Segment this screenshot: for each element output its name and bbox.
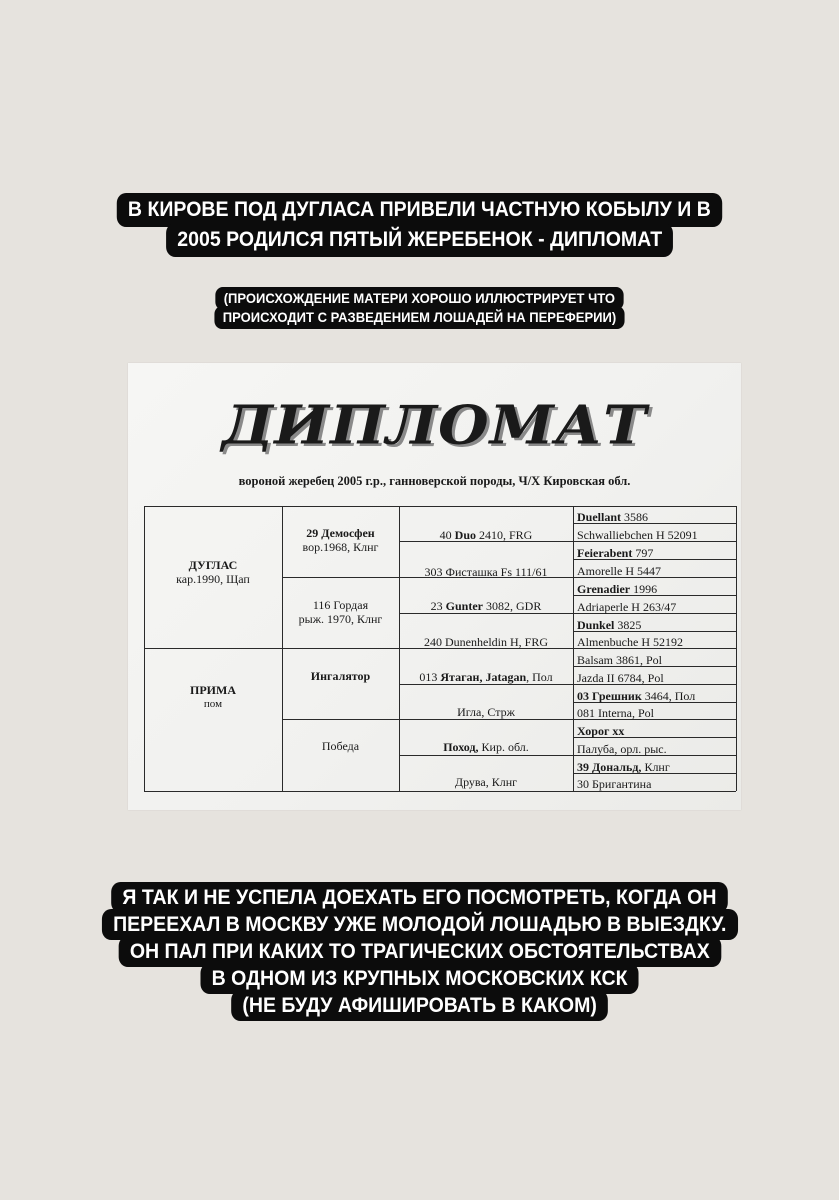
gen3-3-rest: 3082, GDR <box>486 599 542 613</box>
caption-bottom-line-5: (НЕ БУДУ АФИШИРОВАТЬ В КАКОМ) <box>231 990 608 1021</box>
gen4-cell-10: Jazda II 6784, Pol <box>577 671 664 685</box>
dam-cell <box>144 683 282 711</box>
caption-top-line-1: В КИРОВЕ ПОД ДУГЛАСА ПРИВЕЛИ ЧАСТНУЮ КОБЫЛУ И В <box>117 193 722 227</box>
gen3-1-rest: 2410, FRG <box>479 528 533 542</box>
caption-middle-line-1: (ПРОИСХОЖДЕНИЕ МАТЕРИ ХОРОШО ИЛЛЮСТРИРУЕТ ЧТО <box>215 287 623 310</box>
gen2-cell-2 <box>282 598 399 626</box>
gen4-cell-3: Feierabent 797 <box>577 546 654 560</box>
gen3-cell-5 <box>399 670 573 684</box>
gen3-cell-7 <box>399 740 573 754</box>
gen4-cell-7: Dunkel 3825 <box>577 618 642 632</box>
caption-middle <box>0 291 839 329</box>
gen2-1-info: вор.1968, Клнг <box>302 540 379 554</box>
gen2-1-name: 29 Демосфен <box>306 526 375 540</box>
gen2-cell-3: Ингалятор <box>310 669 371 683</box>
caption-top <box>0 197 839 257</box>
document-subtitle: вороной жеребец 2005 г.р., ганноверской породы, Ч/Х Кировская обл. <box>238 474 631 488</box>
caption-bottom-line-2: ПЕРЕЕХАЛ В МОСКВУ УЖЕ МОЛОДОЙ ЛОШАДЬЮ В ВЫЕЗДКУ. <box>102 909 738 940</box>
caption-middle-line-2: ПРОИСХОДИТ С РАЗВЕДЕНИЕМ ЛОШАДЕЙ НА ПЕРЕФЕРИИ) <box>214 306 624 329</box>
gen3-cell-3 <box>399 599 573 613</box>
dam-name: ПРИМА <box>190 683 236 697</box>
gen3-5-num: 013 <box>419 670 438 684</box>
caption-bottom-line-1: Я ТАК И НЕ УСПЕЛА ДОЕХАТЬ ЕГО ПОСМОТРЕТЬ, КОГДА ОН <box>111 882 727 913</box>
gen3-cell-6: Игла, Стрж <box>457 705 515 719</box>
gen3-cell-8: Друва, Клнг <box>454 775 518 789</box>
gen4-cell-2: Schwalliebchen H 52091 <box>577 528 698 542</box>
pedigree-document <box>128 363 741 810</box>
gen3-cell-4: 240 Dunenheldin H, FRG <box>424 635 548 649</box>
gen4-cell-13: Хорог xx <box>577 724 625 738</box>
document-title: ДИПЛОМАТ <box>221 393 648 457</box>
gen3-3-name: Gunter <box>445 599 483 613</box>
gen4-cell-4: Amorelle H 5447 <box>577 564 661 578</box>
gen2-2-info-2: рыж. 1970, Клнг <box>298 612 383 626</box>
gen3-5-rest: , Пол <box>526 670 553 684</box>
gen3-1-num: 40 <box>439 528 452 542</box>
gen4-cell-11: 03 Грешник 3464, Пол <box>577 689 696 703</box>
gen3-3-num: 23 <box>430 599 443 613</box>
gen3-7-name: Поход, <box>443 740 479 754</box>
gen3-7-rest: Кир. обл. <box>481 740 529 754</box>
gen3-cell-1 <box>399 528 573 542</box>
gen4-cell-15: 39 Дональд, Клнг <box>577 760 670 774</box>
gen3-1-name: Duo <box>454 528 476 542</box>
caption-bottom-line-3: ОН ПАЛ ПРИ КАКИХ ТО ТРАГИЧЕСКИХ ОБСТОЯТЕЛЬСТВАХ <box>118 936 720 967</box>
gen4-cell-8: Almenbuche H 52192 <box>577 635 683 649</box>
sire-name: ДУГЛАС <box>188 558 238 572</box>
gen4-cell-5: Grenadier 1996 <box>577 582 658 596</box>
dam-info: пом <box>203 698 223 710</box>
caption-top-line-2: 2005 РОДИЛСЯ ПЯТЫЙ ЖЕРЕБЕНОК - ДИПЛОМАТ <box>166 223 673 257</box>
gen4-cell-14: Палуба, орл. рыс. <box>577 742 667 756</box>
caption-bottom <box>0 886 839 1021</box>
gen2-cell-4: Победа <box>321 739 360 753</box>
sire-info: кар.1990, Щап <box>176 572 250 586</box>
gen4-cell-9: Balsam 3861, Pol <box>577 653 663 667</box>
gen4-cell-12: 081 Interna, Pol <box>577 706 654 720</box>
gen4-cell-16: 30 Бригантина <box>577 777 652 791</box>
gen3-cell-2: 303 Фисташка Fs 111/61 <box>424 565 548 579</box>
sire-cell <box>144 558 282 586</box>
gen4-cell-1: Duellant 3586 <box>577 510 649 524</box>
gen2-cell-1 <box>282 526 399 554</box>
gen3-5-name: Ятаган, Jatagan <box>440 670 527 684</box>
gen2-2-info-1: 116 Гордая <box>312 598 369 612</box>
gen4-cell-6: Adriaperle H 263/47 <box>577 600 677 614</box>
caption-bottom-line-4: В ОДНОМ ИЗ КРУПНЫХ МОСКОВСКИХ КСК <box>200 963 638 994</box>
